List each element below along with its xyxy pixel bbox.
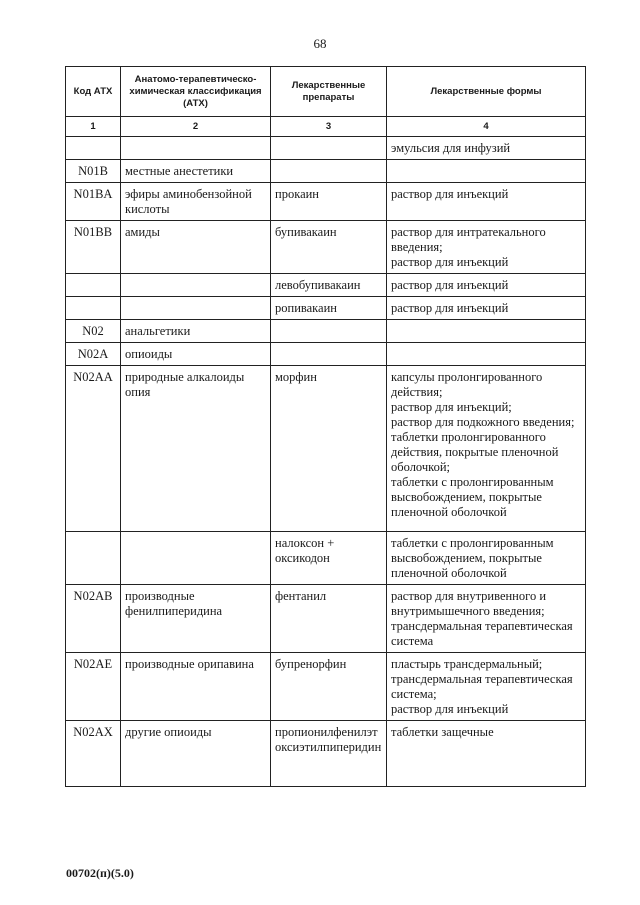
- forms-cell: [387, 653, 586, 721]
- document-code-footer: 00702(п)(5.0): [66, 866, 134, 880]
- header-code: Код АТХ: [66, 67, 121, 117]
- forms-cell: [387, 221, 586, 274]
- code-cell: [66, 532, 121, 585]
- forms-cell: [387, 137, 586, 160]
- code-cell: N02AA: [66, 366, 121, 532]
- table-row: [66, 183, 586, 221]
- code-cell: [66, 274, 121, 297]
- table-row: [66, 137, 586, 160]
- drug-cell: фентанил: [271, 585, 387, 653]
- drug-cell: [271, 137, 387, 160]
- form-line: таблетки защечные: [391, 725, 494, 739]
- table-row: [66, 297, 586, 320]
- drug-cell: налоксон + оксикодон: [271, 532, 387, 585]
- classification-cell: природные алкалоиды опия: [121, 366, 271, 532]
- table-body: [66, 137, 586, 787]
- form-line: таблетки с пролонгированным высвобождением, покрытые пленочной оболочкой: [391, 536, 554, 580]
- form-line: раствор для инъекций: [391, 187, 509, 201]
- classification-cell: [121, 137, 271, 160]
- drug-cell: [271, 320, 387, 343]
- classification-cell: [121, 297, 271, 320]
- forms-cell: [387, 320, 586, 343]
- atx-table: [65, 66, 586, 787]
- table-row: [66, 721, 586, 787]
- forms-cell: [387, 721, 586, 787]
- table-row: [66, 160, 586, 183]
- drug-cell: [271, 160, 387, 183]
- column-number-row: [66, 117, 586, 137]
- classification-cell: амиды: [121, 221, 271, 274]
- classification-cell: [121, 274, 271, 297]
- code-cell: [66, 137, 121, 160]
- code-cell: N01BB: [66, 221, 121, 274]
- form-line: пластырь трансдермальный;: [391, 657, 543, 671]
- form-line: раствор для инъекций: [391, 702, 509, 716]
- classification-cell: анальгетики: [121, 320, 271, 343]
- classification-cell: местные анестетики: [121, 160, 271, 183]
- table-row: [66, 274, 586, 297]
- form-line: трансдермальная терапевтическая система;: [391, 672, 573, 701]
- forms-cell: [387, 343, 586, 366]
- table-row: [66, 320, 586, 343]
- forms-cell: [387, 585, 586, 653]
- table-row: [66, 653, 586, 721]
- code-cell: N02AE: [66, 653, 121, 721]
- forms-cell: [387, 366, 586, 532]
- table-row: [66, 585, 586, 653]
- classification-cell: эфиры аминобензойной кислоты: [121, 183, 271, 221]
- form-line: раствор для подкожного введения;: [391, 415, 575, 429]
- form-line: эмульсия для инфузий: [391, 141, 511, 155]
- drug-cell: [271, 343, 387, 366]
- code-cell: N02AX: [66, 721, 121, 787]
- header-classification: Анатомо-терапевтическо-химическая классификация (АТХ): [121, 67, 271, 117]
- form-line: раствор для инъекций: [391, 301, 509, 315]
- form-line: раствор для интратекального введения;: [391, 225, 546, 254]
- classification-cell: производные орипавина: [121, 653, 271, 721]
- header-row: [66, 67, 586, 117]
- column-number: 3: [271, 117, 387, 137]
- code-cell: N02AB: [66, 585, 121, 653]
- column-number: 4: [387, 117, 586, 137]
- forms-cell: [387, 297, 586, 320]
- form-line: капсулы пролонгированного действия;: [391, 370, 543, 399]
- table-row: [66, 532, 586, 585]
- form-line: раствор для инъекций: [391, 278, 509, 292]
- forms-cell: [387, 160, 586, 183]
- code-cell: N01BA: [66, 183, 121, 221]
- table-row: [66, 366, 586, 532]
- forms-cell: [387, 532, 586, 585]
- code-cell: N01B: [66, 160, 121, 183]
- form-line: раствор для инъекций: [391, 255, 509, 269]
- drug-cell: морфин: [271, 366, 387, 532]
- column-number: 1: [66, 117, 121, 137]
- drug-cell: бупивакаин: [271, 221, 387, 274]
- forms-cell: [387, 183, 586, 221]
- drug-cell: левобупивакаин: [271, 274, 387, 297]
- drug-cell: ропивакаин: [271, 297, 387, 320]
- classification-cell: другие опиоиды: [121, 721, 271, 787]
- form-line: раствор для внутривенного и внутримышечного введения;: [391, 589, 547, 618]
- drug-cell: пропионилфенилэтоксиэтилпиперидин: [271, 721, 387, 787]
- drug-cell: бупренорфин: [271, 653, 387, 721]
- code-cell: N02: [66, 320, 121, 343]
- forms-cell: [387, 274, 586, 297]
- form-line: таблетки с пролонгированным высвобождением, покрытые пленочной оболочкой: [391, 475, 554, 519]
- table-row: [66, 343, 586, 366]
- header-drugs: Лекарственные препараты: [271, 67, 387, 117]
- classification-cell: [121, 532, 271, 585]
- header-forms: Лекарственные формы: [387, 67, 586, 117]
- table-row: [66, 221, 586, 274]
- form-line: трансдермальная терапевтическая система: [391, 619, 573, 648]
- code-cell: [66, 297, 121, 320]
- drug-cell: прокаин: [271, 183, 387, 221]
- classification-cell: производные фенилпиперидина: [121, 585, 271, 653]
- form-line: таблетки пролонгированного действия, покрытые пленочной оболочкой;: [391, 430, 559, 474]
- page-number: 68: [313, 36, 327, 51]
- column-number: 2: [121, 117, 271, 137]
- code-cell: N02A: [66, 343, 121, 366]
- form-line: раствор для инъекций;: [391, 400, 512, 414]
- classification-cell: опиоиды: [121, 343, 271, 366]
